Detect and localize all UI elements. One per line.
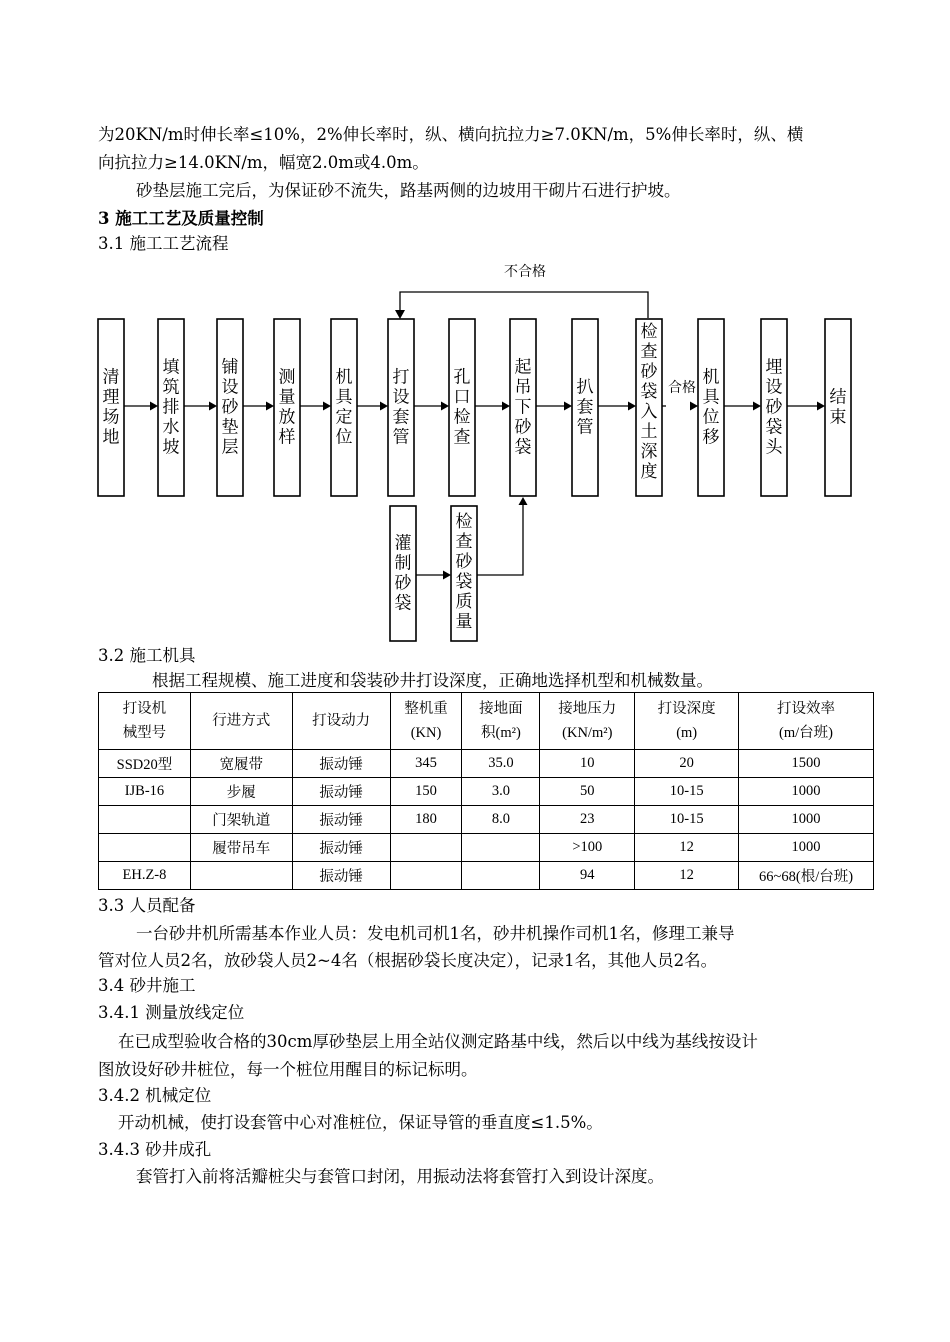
flow-arrow-9-head xyxy=(628,402,636,411)
flow-step-2-label: 填筑排水坡 xyxy=(162,357,180,458)
fail-label: 不合格 xyxy=(504,264,546,280)
header-cell: 行进方式 xyxy=(190,693,292,750)
section-3-4-heading: 3.4 砂井施工 xyxy=(98,976,196,995)
table-cell: 1500 xyxy=(739,750,874,778)
table-cell: >100 xyxy=(540,834,635,862)
table-cell: 180 xyxy=(390,806,462,834)
table-row xyxy=(99,806,874,834)
table-cell: 振动锤 xyxy=(292,806,390,834)
flow-step-6 xyxy=(388,319,414,496)
flow-step-5 xyxy=(331,319,357,496)
table-cell: 94 xyxy=(540,862,635,890)
flow-step-8-label: 起吊下砂袋 xyxy=(514,357,532,458)
flow-arrow-7-head xyxy=(502,402,510,411)
intro-line-3: 砂垫层施工完后，为保证砂不流失，路基两侧的边坡用干砌片石进行护坡。 xyxy=(136,181,681,200)
intro-line-2: 向抗拉力≥14.0KN/m，幅宽2.0m或4.0m。 xyxy=(98,153,429,172)
flow-step-10-label: 检查砂袋入土深度 xyxy=(640,322,658,482)
table-cell xyxy=(390,834,462,862)
flow-step-4 xyxy=(274,319,300,496)
table-cell: 20 xyxy=(635,750,739,778)
table-cell: 50 xyxy=(540,778,635,806)
flow-step-8 xyxy=(510,319,536,496)
table-cell xyxy=(99,806,191,834)
header-cell: 打设效率 (m/台班) xyxy=(739,693,874,750)
table-cell: 12 xyxy=(635,834,739,862)
flow-arrow-3-head xyxy=(266,402,274,411)
flow-side-step-2-label: 检查砂袋质量 xyxy=(455,512,473,632)
flow-arrow-4-head xyxy=(323,402,331,411)
table-cell: IJB-16 xyxy=(99,778,191,806)
flow-step-3-label: 铺设砂垫层 xyxy=(221,357,239,458)
section-3-4-3-heading: 3.4.3 砂井成孔 xyxy=(98,1140,212,1159)
section-3-4-2-line-1: 开动机械，使打设套管中心对准桩位，保证导管的垂直度≤1.5%。 xyxy=(118,1113,603,1132)
flow-arrow-1-head xyxy=(150,402,158,411)
flow-step-11 xyxy=(698,319,724,496)
table-cell: 66~68(根/台班) xyxy=(739,862,874,890)
header-cell: 打设动力 xyxy=(292,693,390,750)
table-row xyxy=(99,862,874,890)
table-cell: 1000 xyxy=(739,834,874,862)
table-row xyxy=(99,778,874,806)
flow-side-step-1 xyxy=(390,506,416,641)
table-cell: EH.Z-8 xyxy=(99,862,191,890)
table-cell: 3.0 xyxy=(462,778,540,806)
flow-step-11-label: 机具位移 xyxy=(702,367,720,448)
table-row xyxy=(99,750,874,778)
table-cell: 35.0 xyxy=(462,750,540,778)
flow-arrow-8-head xyxy=(564,402,572,411)
section-3-4-3-line-1: 套管打入前将活瓣桩尖与套管口封闭，用振动法将套管打入到设计深度。 xyxy=(136,1167,664,1186)
flow-arrow-pass-head xyxy=(690,402,698,411)
header-cell: 接地压力 (KN/m²) xyxy=(540,693,635,750)
table-cell: 150 xyxy=(390,778,462,806)
table-cell: 振动锤 xyxy=(292,834,390,862)
table-cell: 振动锤 xyxy=(292,862,390,890)
table-cell: 10-15 xyxy=(635,778,739,806)
process-flowchart xyxy=(0,255,950,650)
table-cell: 10 xyxy=(540,750,635,778)
table-cell xyxy=(190,862,292,890)
header-cell: 整机重 (KN) xyxy=(390,693,462,750)
table-cell: 1000 xyxy=(739,778,874,806)
table-cell xyxy=(462,862,540,890)
flow-step-1 xyxy=(98,319,124,496)
section-3-2-heading: 3.2 施工机具 xyxy=(98,646,196,665)
flow-arrow-2-head xyxy=(209,402,217,411)
flow-arrow-11-head xyxy=(753,402,761,411)
flow-step-3 xyxy=(217,319,243,496)
table-cell: 8.0 xyxy=(462,806,540,834)
fail-loop-arrowhead xyxy=(395,310,405,319)
section-3-2-para: 根据工程规模、施工进度和袋装砂井打设深度，正确地选择机型和机械数量。 xyxy=(152,671,713,690)
flow-step-6-label: 打设套管 xyxy=(392,367,410,448)
table-cell: 23 xyxy=(540,806,635,834)
header-cell: 接地面 积(m²) xyxy=(462,693,540,750)
flow-side-arrow-2 xyxy=(477,504,523,575)
flow-step-2 xyxy=(158,319,184,496)
flow-side-arrow-2-head xyxy=(519,497,528,505)
flow-step-5-label: 机具定位 xyxy=(335,367,353,448)
flow-side-arrow-1-head xyxy=(443,571,451,580)
table-cell xyxy=(390,862,462,890)
header-cell: 打设机 械型号 xyxy=(99,693,191,750)
flow-step-9 xyxy=(572,319,598,496)
flow-step-10 xyxy=(636,319,662,496)
flow-step-7 xyxy=(449,319,475,496)
section-3-4-1-line-2: 图放设好砂井桩位，每一个桩位用醒目的标记标明。 xyxy=(98,1060,478,1079)
section-3-4-1-line-1: 在已成型验收合格的30cm厚砂垫层上用全站仪测定路基中线，然后以中线为基线按设计 xyxy=(118,1032,758,1051)
table-header-row xyxy=(99,693,874,750)
table-cell: 门架轨道 xyxy=(190,806,292,834)
flow-main-steps xyxy=(98,319,851,496)
flow-step-1-label: 清理场地 xyxy=(102,367,120,448)
flow-arrow-5-head xyxy=(380,402,388,411)
header-cell: 打设深度 (m) xyxy=(635,693,739,750)
flow-step-4-label: 测量放样 xyxy=(278,367,296,448)
flow-side-step-1-label: 灌制砂袋 xyxy=(394,533,412,614)
section-3-4-1-heading: 3.4.1 测量放线定位 xyxy=(98,1003,245,1022)
flow-side-steps xyxy=(390,497,528,641)
table-cell: 振动锤 xyxy=(292,750,390,778)
section-3-1-heading: 3.1 施工工艺流程 xyxy=(98,234,229,253)
flow-arrow-12-head xyxy=(817,402,825,411)
section-3-heading: 3 施工工艺及质量控制 xyxy=(98,209,264,228)
table-cell: 振动锤 xyxy=(292,778,390,806)
flow-step-13-label: 结束 xyxy=(829,387,847,428)
flow-step-12 xyxy=(761,319,787,496)
table-cell: SSD20型 xyxy=(99,750,191,778)
table-cell: 345 xyxy=(390,750,462,778)
flow-step-7-label: 孔口检查 xyxy=(453,367,471,448)
table-cell: 12 xyxy=(635,862,739,890)
section-3-4-2-heading: 3.4.2 机械定位 xyxy=(98,1086,212,1105)
table-row xyxy=(99,834,874,862)
fail-loop-line xyxy=(400,292,648,318)
flow-step-13 xyxy=(825,319,851,496)
pass-label: 合格 xyxy=(668,380,696,396)
table-cell: 1000 xyxy=(739,806,874,834)
flow-arrow-6-head xyxy=(441,402,449,411)
intro-line-1: 为20KN/m时伸长率≤10%，2%伸长率时，纵、横向抗拉力≥7.0KN/m，5%伸长率时，纵、横 xyxy=(98,125,804,144)
table-cell: 步履 xyxy=(190,778,292,806)
machine-spec-table xyxy=(98,692,874,890)
section-3-3-line-2: 管对位人员2名，放砂袋人员2~4名（根据砂袋长度决定），记录1名，其他人员2名。 xyxy=(98,951,718,970)
section-3-3-line-1: 一台砂井机所需基本作业人员：发电机司机1名，砂井机操作司机1名，修理工兼导 xyxy=(136,924,735,943)
table-cell: 宽履带 xyxy=(190,750,292,778)
table-cell xyxy=(99,834,191,862)
flow-side-step-2 xyxy=(451,506,477,641)
section-3-3-heading: 3.3 人员配备 xyxy=(98,896,196,915)
table-cell: 10-15 xyxy=(635,806,739,834)
flow-step-12-label: 埋设砂袋头 xyxy=(765,357,783,458)
table-cell: 履带吊车 xyxy=(190,834,292,862)
flow-step-9-label: 扒套管 xyxy=(576,377,594,438)
table-cell xyxy=(462,834,540,862)
